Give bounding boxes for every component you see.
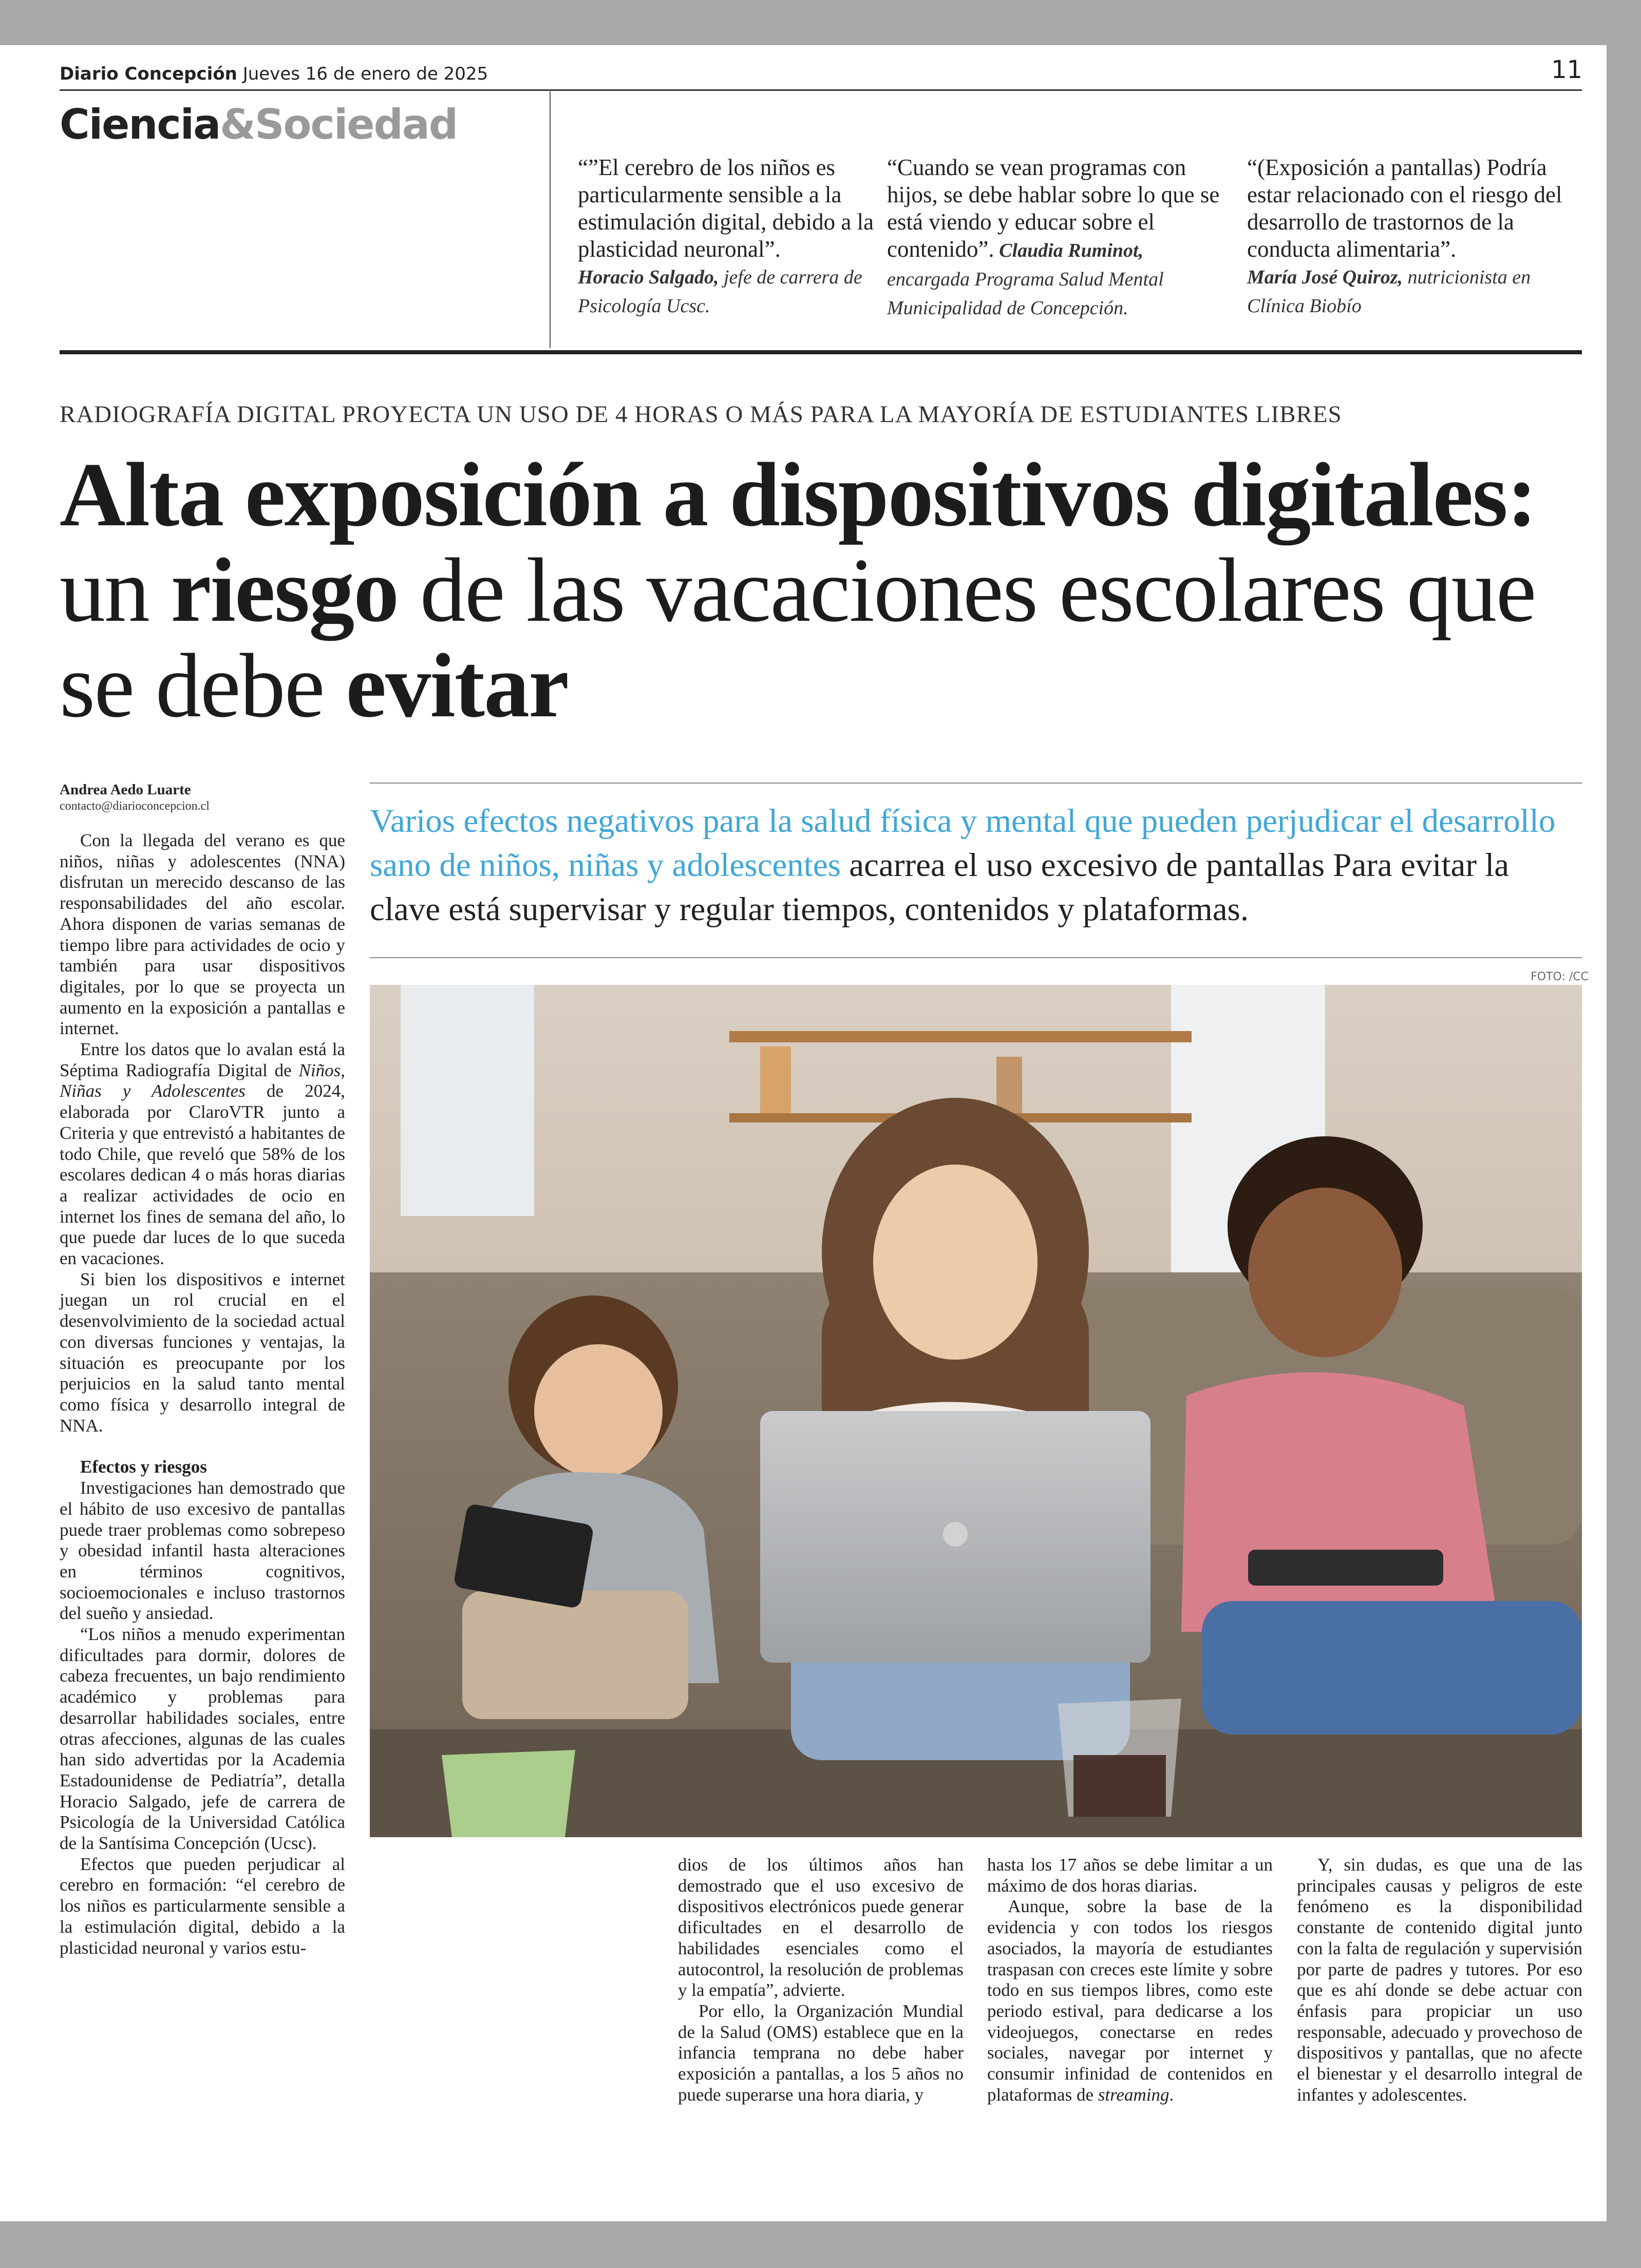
- pull-quote-3: [1247, 154, 1576, 320]
- article-column-4: [1297, 1855, 1582, 2105]
- author-byline: Andrea Aedo Luarte: [60, 782, 191, 798]
- issue-date: Jueves 16 de enero de 2025: [242, 64, 488, 84]
- dek-rule-top: [370, 783, 1582, 784]
- section-title-part-1: Ciencia: [60, 101, 220, 148]
- quote-author: Claudia Ruminot,: [994, 240, 1144, 261]
- quote-author: Horacio Salgado,: [578, 266, 719, 288]
- paragraph: Con la llegada del verano es que niños, niñas y adolescentes (NNA) disfrutan un merecido descanso de las responsabilidades del año escolar. Ahora disponen de varias semanas de tiempo libre para actividades de ocio y también para usar dispositivos digitales, por lo que se proyecta un aumento en la exposición a pantallas e internet.: [60, 830, 345, 1039]
- page-number: 11: [1551, 55, 1583, 84]
- quote-author: María José Quiroz,: [1247, 266, 1403, 288]
- photo-children-with-devices: [370, 985, 1582, 1837]
- pull-quote-text: “”El cerebro de los niños es particularmente sensible a la estimulación digital, debido a la plasticidad neuronal”.: [578, 155, 874, 262]
- paragraph: Aunque, sobre la base de la evidencia y con todos los riesgos asociados, la mayoría de estudiantes traspasan con creces este límite y sobre todo en sus tiempos libres, como este periodo estival, para dedicarse a los videojuegos, conectarse en redes sociales, navegar por internet y consumir infinidad de contenidos en plataformas de streaming.: [987, 1896, 1273, 2105]
- paragraph: dios de los últimos años han demostrado que el uso excesivo de dispositivos electrónicos puede generar dificultades en el desarrollo de habilidades esenciales como el autocontrol, la resolución de problemas y la empatía”, advierte.: [678, 1855, 964, 2000]
- photo-credit: FOTO: /CC: [1531, 970, 1589, 983]
- paragraph: Entre los datos que lo avalan está la Séptima Radiografía Digital de Niños, Niñas y Adolescentes de 2024, elaborada por ClaroVTR junto a Criteria y que entrevistó a habitantes de todo Chile, que reveló que 58% de los escolares dedican 4 o más horas diarias a realizar actividades de ocio en internet los fines de semana del año, lo que puede dar luces de lo que suceda en vacaciones.: [60, 1039, 345, 1269]
- subheading: Efectos y riesgos: [80, 1457, 207, 1477]
- article-column-2: [678, 1855, 964, 2105]
- article-dek: [370, 799, 1587, 931]
- pull-quote-attribution: [1247, 263, 1576, 320]
- quote-author-role: jefe de carrera de Psicología Ucsc.: [578, 266, 862, 317]
- paragraph: “Los niños a menudo experimentan dificultades para dormir, dolores de cabeza frecuentes, un bajo rendimiento académico y problemas para desarrollar habilidades sociales, entre otras afecciones, algunas de las cuales han sido advertidas por la Academia Estadounidense de Pediatría”, detalla Horacio Salgado, jefe de carrera de Psicología de la Universidad Católica de la Santísima Concepción (Ucsc).: [60, 1624, 345, 1854]
- dek-rule-bottom: [370, 957, 1582, 958]
- pull-quote-2: [887, 154, 1236, 322]
- article-column-1: [60, 830, 345, 1958]
- dek-highlight: Varios efectos negativos para la salud física y mental que pueden perjudicar el desarrollo sano de niños, niñas y adolescentes: [370, 803, 1556, 884]
- paragraph: Investigaciones han demostrado que el hábito de uso excesivo de pantallas puede traer problemas como sobrepeso y obesidad infantil hasta alteraciones en términos cognitivos, socioemocionales e incluso trastornos del sueño y ansiedad.: [60, 1478, 345, 1624]
- header-divider: [550, 91, 551, 348]
- header-rule-top: [60, 89, 1582, 91]
- pull-quote-1: [578, 154, 881, 320]
- pull-quote-attribution: [578, 263, 881, 320]
- section-title: [60, 101, 457, 148]
- header-rule-bottom: [60, 350, 1582, 354]
- paragraph: Y, sin dudas, es que una de las principales causas y peligros de este fenómeno es la disponibilidad constante de contenido digital junto con la falta de regulación y supervisión por parte de padres y tutores. Por eso que es ahí donde se debe actuar con énfasis para propiciar un uso responsable, adecuado y provechoso de dispositivos y pantallas, que no afecte el bienestar y el desarrollo integral de infantes y adolescentes.: [1297, 1855, 1582, 2105]
- headline: Alta exposición a dispositivos digitales: un riesgo de las vacaciones escolares que se debe evitar: [60, 444, 1537, 736]
- article-photo: [370, 985, 1582, 1837]
- section-title-part-2: &Sociedad: [220, 101, 458, 148]
- paragraph: Efectos que pueden perjudicar al cerebro en formación: “el cerebro de los niños es particularmente sensible a la estimulación digital, debido a la plasticidad neuronal y varios estu-: [60, 1854, 345, 1958]
- kicker: RADIOGRAFÍA DIGITAL PROYECTA UN USO DE 4 HORAS O MÁS PARA LA MAYORÍA DE ESTUDIANTES LIBRES: [60, 401, 1342, 428]
- paragraph: Si bien los dispositivos e internet juegan un rol crucial en el desenvolvimiento de la sociedad actual con diversas funciones y ventajas, la situación es preocupante por los perjuicios en la salud tanto mental como física y desarrollo integral de NNA.: [60, 1269, 345, 1436]
- pull-quote-text: “(Exposición a pantallas) Podría estar relacionado con el riesgo del desarrollo de trastornos de la conducta alimentaria”.: [1247, 155, 1562, 262]
- quote-author-role: nutricionista en Clínica Biobío: [1247, 266, 1531, 317]
- author-email: contacto@diarioconcepcion.cl: [60, 799, 210, 813]
- quote-author-role: encargada Programa Salud Mental Municipalidad de Concepción.: [887, 269, 1164, 319]
- paragraph: hasta los 17 años se debe limitar a un máximo de dos horas diarias.: [987, 1855, 1273, 1896]
- dek-text: acarrea el uso excesivo de pantallas Para evitar la clave está supervisar y regular tiempos, contenidos y plataformas.: [370, 847, 1510, 928]
- newspaper-name: Diario Concepción: [60, 64, 237, 84]
- paragraph: Por ello, la Organización Mundial de la Salud (OMS) establece que en la infancia temprana no debe haber exposición a pantallas, a los 5 años no puede superarse una hora diaria, y: [678, 2000, 964, 2105]
- article-column-3: [987, 1855, 1273, 2105]
- pull-quote-text: “Cuando se vean programas con hijos, se debe hablar sobre lo que se está viendo y educar sobre el contenido”. Claudia Ruminot,: [887, 155, 1220, 262]
- masthead: [60, 64, 488, 84]
